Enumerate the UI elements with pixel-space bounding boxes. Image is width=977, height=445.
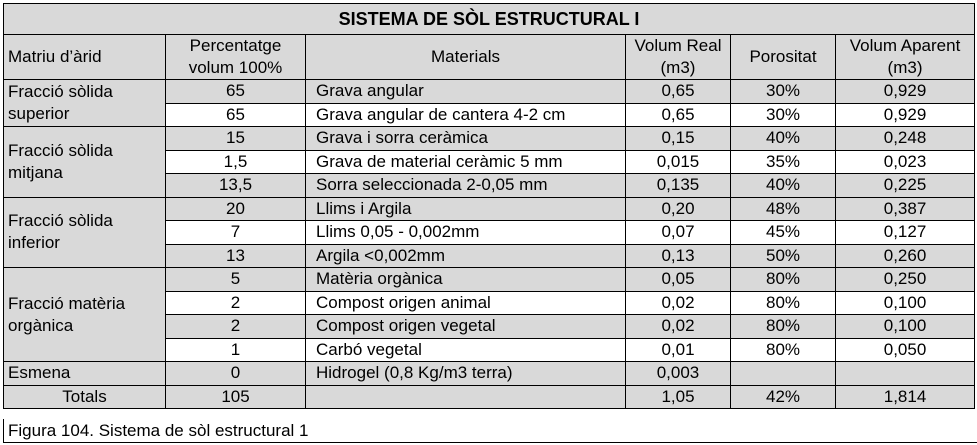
real-volume-cell: 0,02 <box>626 291 731 315</box>
table-body <box>4 80 975 409</box>
group-label: Fracció sòlida superior <box>4 80 166 127</box>
real-volume-cell: 0,20 <box>626 197 731 221</box>
porosity-cell: 45% <box>731 221 836 245</box>
porosity-cell <box>731 362 836 386</box>
totals-real-volume: 1,05 <box>626 385 731 409</box>
pct-cell: 65 <box>166 103 306 127</box>
header-matrix: Matriu d’àrid <box>4 35 166 80</box>
pct-cell: 1,5 <box>166 150 306 174</box>
table-title: SISTEMA DE SÒL ESTRUCTURAL I <box>4 4 975 35</box>
table-row <box>4 268 975 292</box>
header-materials: Materials <box>306 35 626 80</box>
totals-porosity: 42% <box>731 385 836 409</box>
pct-cell: 1 <box>166 338 306 362</box>
table-row <box>4 80 975 104</box>
material-cell: Hidrogel (0,8 Kg/m3 terra) <box>306 362 626 386</box>
apparent-volume-cell: 0,127 <box>836 221 975 245</box>
real-volume-cell: 0,135 <box>626 174 731 198</box>
pct-cell: 2 <box>166 315 306 339</box>
apparent-volume-cell: 0,225 <box>836 174 975 198</box>
material-cell: Sorra seleccionada 2-0,05 mm <box>306 174 626 198</box>
material-cell: Compost origen animal <box>306 291 626 315</box>
group-label: Esmena <box>4 362 166 386</box>
material-cell: Matèria orgànica <box>306 268 626 292</box>
group-label: Fracció matèria orgànica <box>4 268 166 362</box>
porosity-cell: 40% <box>731 174 836 198</box>
porosity-cell: 80% <box>731 268 836 292</box>
header-real-volume: Volum Real (m3) <box>626 35 731 80</box>
header-porosity: Porositat <box>731 35 836 80</box>
real-volume-cell: 0,65 <box>626 103 731 127</box>
table-row <box>4 197 975 221</box>
real-volume-cell: 0,07 <box>626 221 731 245</box>
porosity-cell: 40% <box>731 127 836 151</box>
apparent-volume-cell: 0,387 <box>836 197 975 221</box>
real-volume-cell: 0,015 <box>626 150 731 174</box>
apparent-volume-cell: 0,248 <box>836 127 975 151</box>
material-cell: Grava angular de cantera 4-2 cm <box>306 103 626 127</box>
porosity-cell: 80% <box>731 338 836 362</box>
totals-material <box>306 385 626 409</box>
pct-cell: 0 <box>166 362 306 386</box>
group-label: Fracció sòlida mitjana <box>4 127 166 198</box>
table-row <box>4 362 975 386</box>
porosity-cell: 48% <box>731 197 836 221</box>
porosity-cell: 30% <box>731 80 836 104</box>
apparent-volume-cell: 0,250 <box>836 268 975 292</box>
pct-cell: 15 <box>166 127 306 151</box>
apparent-volume-cell: 0,260 <box>836 244 975 268</box>
apparent-volume-cell: 0,929 <box>836 103 975 127</box>
porosity-cell: 30% <box>731 103 836 127</box>
porosity-cell: 50% <box>731 244 836 268</box>
porosity-cell: 80% <box>731 291 836 315</box>
figure-caption: Figura 104. Sistema de sòl estructural 1 <box>3 419 977 443</box>
material-cell: Grava angular <box>306 80 626 104</box>
real-volume-cell: 0,65 <box>626 80 731 104</box>
real-volume-cell: 0,01 <box>626 338 731 362</box>
apparent-volume-cell: 0,100 <box>836 315 975 339</box>
pct-cell: 20 <box>166 197 306 221</box>
real-volume-cell: 0,15 <box>626 127 731 151</box>
pct-cell: 13 <box>166 244 306 268</box>
soil-system-table <box>3 3 975 409</box>
header-percent: Percentatge volum 100% <box>166 35 306 80</box>
totals-row <box>4 385 975 409</box>
material-cell: Grava de material ceràmic 5 mm <box>306 150 626 174</box>
apparent-volume-cell <box>836 362 975 386</box>
real-volume-cell: 0,003 <box>626 362 731 386</box>
material-cell: Llims 0,05 - 0,002mm <box>306 221 626 245</box>
totals-apparent-volume: 1,814 <box>836 385 975 409</box>
pct-cell: 13,5 <box>166 174 306 198</box>
apparent-volume-cell: 0,023 <box>836 150 975 174</box>
real-volume-cell: 0,05 <box>626 268 731 292</box>
header-apparent-volume: Volum Aparent (m3) <box>836 35 975 80</box>
apparent-volume-cell: 0,929 <box>836 80 975 104</box>
group-label: Fracció sòlida inferior <box>4 197 166 268</box>
real-volume-cell: 0,02 <box>626 315 731 339</box>
pct-cell: 7 <box>166 221 306 245</box>
pct-cell: 65 <box>166 80 306 104</box>
real-volume-cell: 0,13 <box>626 244 731 268</box>
pct-cell: 2 <box>166 291 306 315</box>
totals-label: Totals <box>4 385 166 409</box>
material-cell: Carbó vegetal <box>306 338 626 362</box>
table-row <box>4 127 975 151</box>
totals-pct: 105 <box>166 385 306 409</box>
apparent-volume-cell: 0,100 <box>836 291 975 315</box>
material-cell: Llims i Argila <box>306 197 626 221</box>
material-cell: Compost origen vegetal <box>306 315 626 339</box>
apparent-volume-cell: 0,050 <box>836 338 975 362</box>
material-cell: Grava i sorra ceràmica <box>306 127 626 151</box>
pct-cell: 5 <box>166 268 306 292</box>
material-cell: Argila <0,002mm <box>306 244 626 268</box>
porosity-cell: 35% <box>731 150 836 174</box>
porosity-cell: 80% <box>731 315 836 339</box>
